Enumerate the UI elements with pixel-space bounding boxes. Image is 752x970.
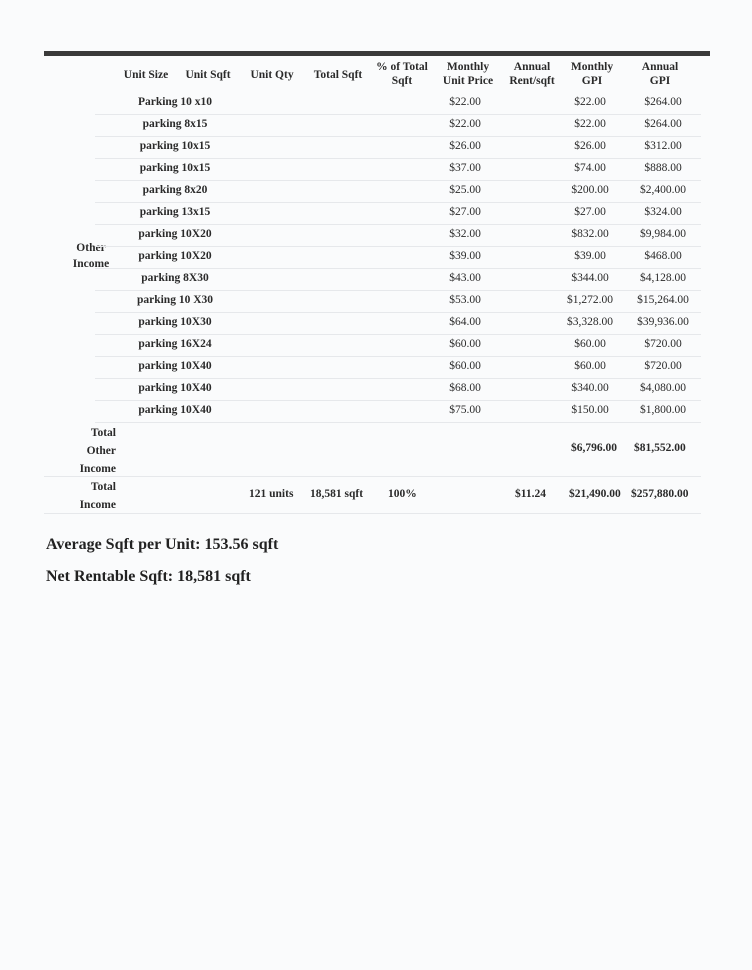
table-row [95,378,701,401]
cell-monthly-unit-price: $32.00 [449,228,481,240]
cell-monthly-gpi: $200.00 [571,184,609,196]
table-row [95,290,701,313]
cell-monthly-unit-price: $22.00 [449,96,481,108]
total-income-row [44,477,701,514]
cell-unit-size: parking 10 X30 [136,294,214,306]
label-line: Total [90,481,116,493]
label-line: Income [79,499,116,511]
cell-monthly-gpi: $832.00 [571,228,609,240]
cell-annual-gpi: $720.00 [644,360,682,372]
table-row [95,268,701,291]
cell-unit-size: parking 10x15 [139,140,211,152]
cell-monthly-gpi: $60.00 [574,360,606,372]
header-monthly-unit-price: Monthly Unit Price [442,61,494,87]
cell-annual-gpi: $39,936.00 [637,316,689,328]
cell-monthly-unit-price: $53.00 [449,294,481,306]
cell-annual-gpi: $468.00 [644,250,682,262]
cell-monthly-gpi: $39.00 [574,250,606,262]
cell-monthly-unit-price: $68.00 [449,382,481,394]
cell-annual-gpi: $1,800.00 [640,404,686,416]
cell-monthly-gpi: $27.00 [574,206,606,218]
cell-annual-gpi: $312.00 [644,140,682,152]
table-row [95,158,701,181]
table-row [95,400,701,423]
label-line: Total [90,427,116,439]
cell-unit-size: parking 8x20 [142,184,208,196]
cell-unit-size: Parking 10 x10 [137,96,213,108]
cell-monthly-unit-price: $26.00 [449,140,481,152]
cell-monthly-unit-price: $60.00 [449,360,481,372]
header-pct-total-sqft: % of Total Sqft [376,61,428,87]
cell-monthly-gpi: $60.00 [574,338,606,350]
header-monthly-gpi: Monthly GPI [570,61,614,87]
cell-monthly-gpi: $22.00 [574,96,606,108]
cell-monthly-unit-price: $60.00 [449,338,481,350]
table-row [95,114,701,137]
header-unit-sqft: Unit Sqft [185,69,231,81]
cell-monthly-unit-price: $39.00 [449,250,481,262]
cell-monthly-gpi: $340.00 [571,382,609,394]
cell-unit-size: parking 10X20 [138,228,212,240]
table-row [95,136,701,159]
cell-unit-size: parking 10X40 [138,382,212,394]
header-unit-qty: Unit Qty [250,69,294,81]
cell-annual-gpi: $264.00 [644,96,682,108]
table-row [95,312,701,335]
cell-monthly-unit-price: $22.00 [449,118,481,130]
table-row [95,246,701,269]
table-row [95,180,701,203]
top-rule [44,51,710,56]
table-row [95,224,701,247]
total-income-pct-total-sqft: 100% [388,488,417,500]
label-line: Other [86,445,116,457]
cell-monthly-gpi: $150.00 [571,404,609,416]
total-other-income-monthly-gpi: $6,796.00 [571,442,617,454]
cell-annual-gpi: $324.00 [644,206,682,218]
cell-annual-gpi: $9,984.00 [640,228,686,240]
cell-unit-size: parking 10X20 [138,250,212,262]
total-income-unit-qty: 121 units [249,488,294,500]
cell-unit-size: parking 10X40 [138,404,212,416]
cell-monthly-gpi: $26.00 [574,140,606,152]
group-label-other-income: Other Income [72,242,110,270]
cell-annual-gpi: $15,264.00 [637,294,689,306]
cell-annual-gpi: $4,128.00 [640,272,686,284]
cell-monthly-gpi: $3,328.00 [567,316,613,328]
cell-monthly-gpi: $344.00 [571,272,609,284]
cell-unit-size: parking 8x15 [142,118,208,130]
cell-unit-size: parking 16X24 [138,338,212,350]
label-line: Income [79,463,116,475]
cell-monthly-gpi: $1,272.00 [567,294,613,306]
total-income-total-sqft: 18,581 sqft [310,488,364,500]
net-rentable-sqft: Net Rentable Sqft: 18,581 sqft [46,568,251,585]
cell-annual-gpi: $720.00 [644,338,682,350]
header-annual-gpi: Annual GPI [641,61,679,87]
header-annual-rent-sqft: Annual Rent/sqft [509,61,555,87]
cell-annual-gpi: $264.00 [644,118,682,130]
total-other-income-annual-gpi: $81,552.00 [634,442,686,454]
total-income-annual-gpi: $257,880.00 [631,488,689,500]
cell-monthly-unit-price: $25.00 [449,184,481,196]
cell-unit-size: parking 10X30 [138,316,212,328]
average-sqft-per-unit: Average Sqft per Unit: 153.56 sqft [46,536,279,553]
table-row [95,92,701,115]
header-total-sqft: Total Sqft [313,69,363,81]
cell-monthly-unit-price: $43.00 [449,272,481,284]
cell-unit-size: parking 10X40 [138,360,212,372]
cell-annual-gpi: $888.00 [644,162,682,174]
cell-monthly-unit-price: $27.00 [449,206,481,218]
cell-monthly-gpi: $74.00 [574,162,606,174]
table-row [95,356,701,379]
table-row [95,202,701,225]
cell-monthly-unit-price: $75.00 [449,404,481,416]
header-unit-size: Unit Size [123,69,169,81]
cell-annual-gpi: $4,080.00 [640,382,686,394]
cell-unit-size: parking 8X30 [141,272,209,284]
cell-annual-gpi: $2,400.00 [640,184,686,196]
total-other-income-label [64,424,116,478]
table-row [95,334,701,357]
total-income-monthly-gpi: $21,490.00 [569,488,621,500]
cell-unit-size: parking 10x15 [139,162,211,174]
total-income-annual-rent-sqft: $11.24 [515,488,546,500]
cell-monthly-unit-price: $37.00 [449,162,481,174]
total-other-income-row [44,422,701,477]
cell-unit-size: parking 13x15 [139,206,211,218]
cell-monthly-unit-price: $64.00 [449,316,481,328]
cell-monthly-gpi: $22.00 [574,118,606,130]
total-income-label [64,478,116,514]
